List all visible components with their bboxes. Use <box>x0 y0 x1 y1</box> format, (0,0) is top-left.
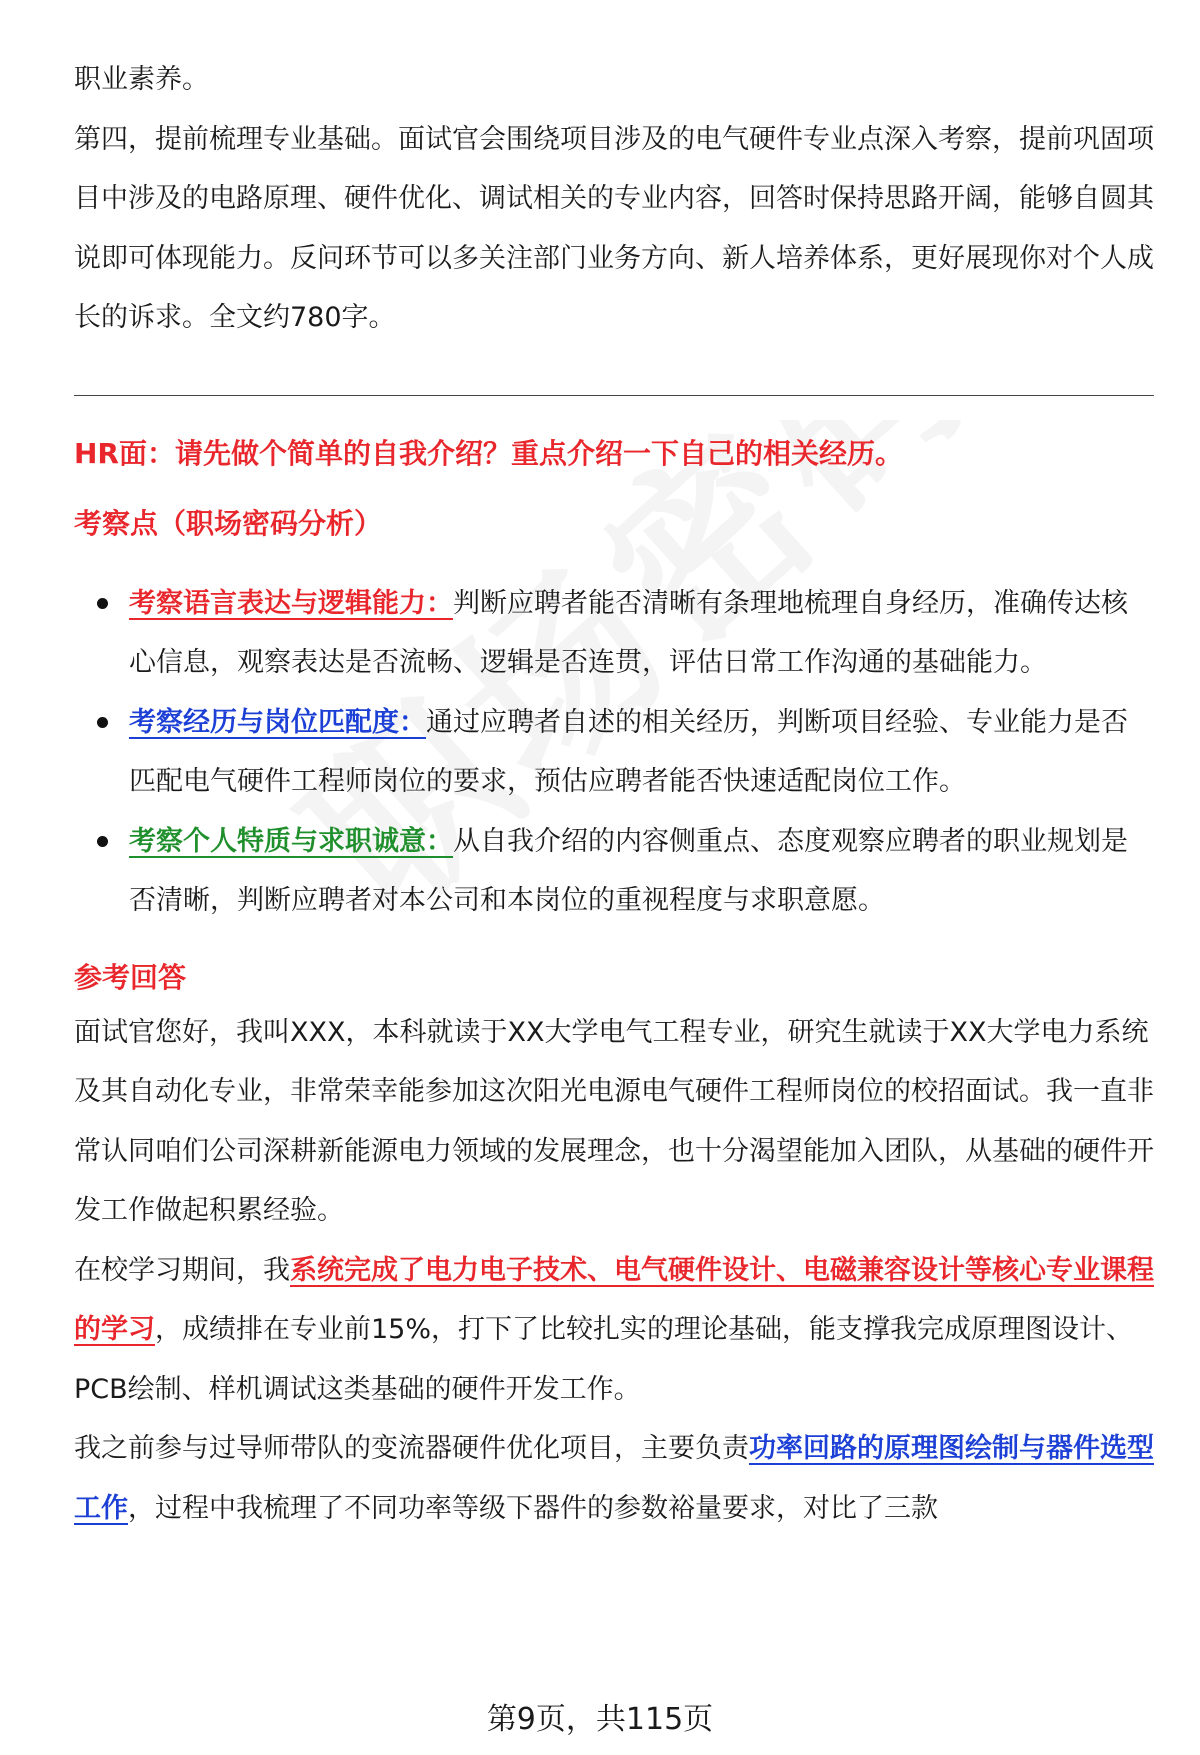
document-page <box>74 50 1154 1538</box>
point-key: 考察个人特质与求职诚意： <box>129 825 453 857</box>
page-number-footer: 第9页，共115页 <box>486 1702 714 1737</box>
point-text: 判断应聘者能否清晰有条理地梳理自身经历，准确传达核心信息，观察表达是否流畅、逻辑是否连贯，评估日常工作沟通的基础能力。 <box>129 587 1128 678</box>
list-item <box>74 574 1154 693</box>
assessment-points-heading: 考察点（职场密码分析） <box>74 506 383 540</box>
answer-paragraph-intro: 面试官您好，我叫XXX，本科就读于XX大学电气工程专业，研究生就读于XX大学电力系统及其自动化专业，非常荣幸能参加这次阳光电源电气硬件工程师岗位的校招面试。我一直非常认同咱们公司深耕新能源电力领域的发展理念，也十分渴望能加入团队，从基础的硬件开发工作做起积累经验。 <box>74 1016 1154 1226</box>
point-key: 考察经历与岗位匹配度： <box>129 706 426 738</box>
answer-highlight: 系统完成了电力电子技术、电气硬件设计、电磁兼容设计等核心专业课程的学习 <box>74 1254 1154 1345</box>
answer-highlight: 功率回路的原理图绘制与器件选型工作 <box>74 1433 1154 1524</box>
list-item <box>74 812 1154 931</box>
point-key: 考察语言表达与逻辑能力： <box>129 587 453 619</box>
answer-paragraph-study <box>74 1241 1154 1420</box>
answer-text: ，成绩排在专业前15%，打下了比较扎实的理论基础，能支撑我完成原理图设计、PCB绘制、样机调试这类基础的硬件开发工作。 <box>74 1314 1134 1405</box>
intro-line: 职业素养。 <box>74 64 209 95</box>
question-heading: HR面：请先做个简单的自我介绍？重点介绍一下自己的相关经历。 <box>74 436 903 470</box>
assessment-points-list <box>74 574 1154 931</box>
list-item <box>74 693 1154 812</box>
bullet-icon <box>97 836 108 847</box>
answer-text: 我之前参与过导师带队的变流器硬件优化项目，主要负责 <box>74 1433 749 1464</box>
answer-paragraph-project <box>74 1419 1154 1538</box>
answer-text: 在校学习期间，我 <box>74 1254 290 1286</box>
bullet-icon <box>97 717 108 728</box>
intro-paragraph-fourth: 第四，提前梳理专业基础。面试官会围绕项目涉及的电气硬件专业点深入考察，提前巩固项目中涉及的电路原理、硬件优化、调试相关的专业内容，回答时保持思路开阔，能够自圆其说即可体现能力。反问环节可以多关注部门业务方向、新人培养体系，更好展现你对个人成长的诉求。全文约780字。 <box>74 123 1154 333</box>
point-text: 通过应聘者自述的相关经历，判断项目经验、专业能力是否匹配电气硬件工程师岗位的要求，预估应聘者能否快速适配岗位工作。 <box>129 706 1128 797</box>
answer-heading: 参考回答 <box>74 960 187 994</box>
section-divider <box>74 395 1154 396</box>
point-text: 从自我介绍的内容侧重点、态度观察应聘者的职业规划是否清晰，判断应聘者对本公司和本岗位的重视程度与求职意愿。 <box>129 825 1128 916</box>
answer-text: ，过程中我梳理了不同功率等级下器件的参数裕量要求，对比了三款 <box>128 1492 938 1524</box>
bullet-icon <box>97 598 108 609</box>
